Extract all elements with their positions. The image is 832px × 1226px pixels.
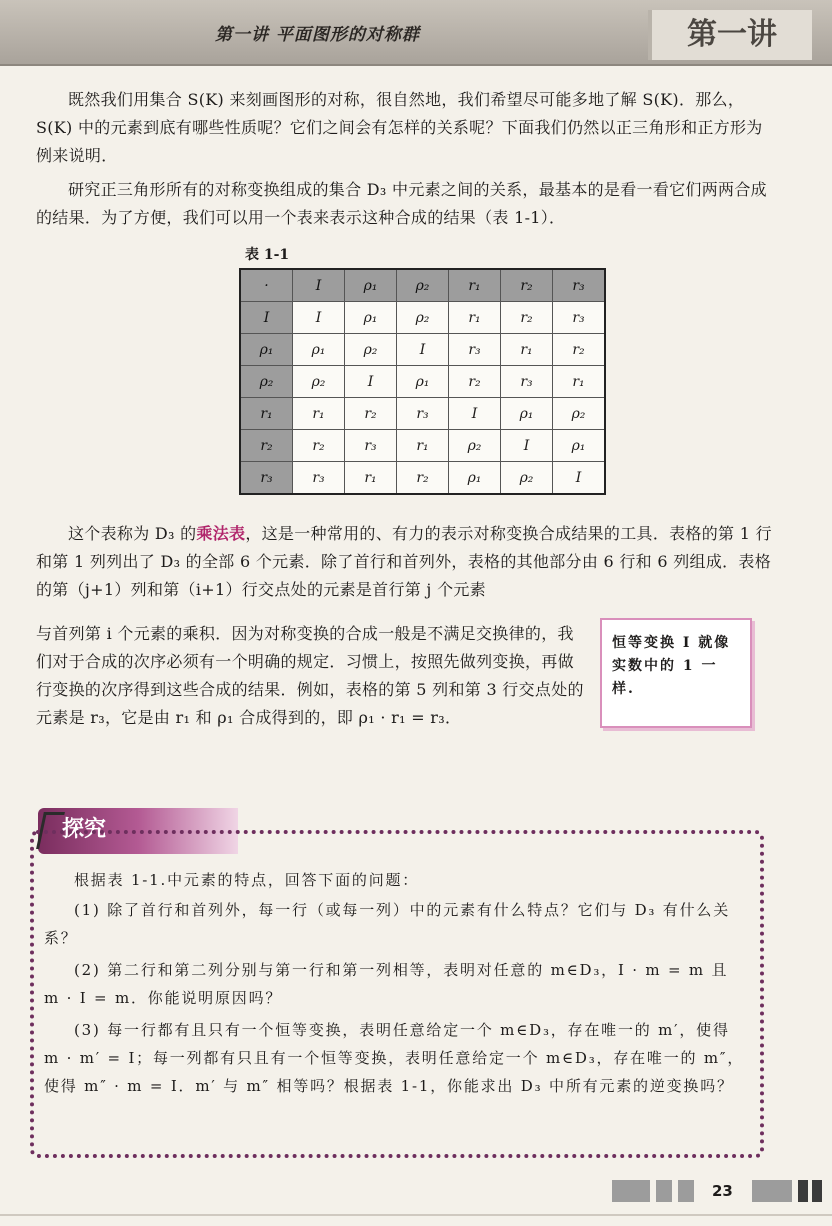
page-number: 23: [712, 1182, 733, 1200]
term-multiplication-table: 乘法表: [196, 524, 246, 543]
table-header-cell: ρ₂: [397, 269, 449, 302]
table-cell: r₂: [553, 334, 606, 366]
table-header-cell: ρ₁: [240, 334, 293, 366]
table-row: [240, 366, 605, 398]
table-cell: ρ₂: [501, 462, 553, 495]
paragraph-3-cont: 与首列第 i 个元素的乘积．因为对称变换的合成一般是不满足交换律的，我们对于合成的次序必须有一个明确的规定．习惯上，按照先做列变换，再做行变换的次序得到这些合成的结果．例如，表格的第 5 列和第 3 行交点处的元素是 r₃，它是由 r₁ 和 ρ₁ 合成得到的，即 ρ₁ · r₁ = r₃．: [36, 624, 584, 727]
table-cell: r₂: [293, 430, 345, 462]
table-header-cell: r₂: [501, 269, 553, 302]
side-note: 恒等变换 I 就像实数中的 1 一样.: [600, 618, 752, 728]
table-row: [240, 302, 605, 334]
explore-question-3: (3) 每一行都有且只有一个恒等变换，表明任意给定一个 m∈D₃，存在唯一的 m′，使得 m · m′ = I；每一列都有只且有一个恒等变换，表明任意给定一个 m∈D₃，存在唯一的 m″，使得 m″ · m = I．m′ 与 m″ 相等吗？根据表 1-1，你能求出 D₃ 中所有元素的逆变换吗？: [44, 1021, 745, 1095]
table-cell: r₂: [345, 398, 397, 430]
table-cell: ρ₂: [449, 430, 501, 462]
explore-question-1: (1) 除了首行和首列外，每一行（或每一列）中的元素有什么特点？它们与 D₃ 有什么关系？: [44, 901, 730, 947]
table-cell: r₁: [397, 430, 449, 462]
footer-bar: [656, 1180, 672, 1202]
table-header-cell: ·: [240, 269, 293, 302]
chapter-tab: 第一讲: [648, 10, 812, 60]
table-header-cell: ρ₁: [345, 269, 397, 302]
table-header-cell: r₂: [240, 430, 293, 462]
table-cell: r₃: [449, 334, 501, 366]
table-cell: I: [553, 462, 606, 495]
table-cell: r₃: [293, 462, 345, 495]
table-cell: ρ₂: [345, 334, 397, 366]
table-cell: I: [345, 366, 397, 398]
table-cell: r₂: [397, 462, 449, 495]
table-header-cell: I: [240, 302, 293, 334]
table-cell: ρ₁: [553, 430, 606, 462]
table-header-cell: ρ₂: [240, 366, 293, 398]
table-row: [240, 334, 605, 366]
footer-bar: [752, 1180, 792, 1202]
table-cell: ρ₂: [293, 366, 345, 398]
table-cell: r₁: [501, 334, 553, 366]
bottom-rule: [0, 1214, 832, 1216]
table-cell: I: [501, 430, 553, 462]
table-cell: r₃: [501, 366, 553, 398]
table-cell: ρ₁: [293, 334, 345, 366]
table-cell: ρ₁: [345, 302, 397, 334]
table-row: [240, 430, 605, 462]
table-cell: ρ₁: [397, 366, 449, 398]
table-caption: 表 1-1: [245, 247, 290, 263]
footer-bar: [798, 1180, 808, 1202]
table-cell: ρ₂: [397, 302, 449, 334]
table-cell: r₂: [501, 302, 553, 334]
table-header-cell: I: [293, 269, 345, 302]
page-header: [0, 0, 832, 66]
table-cell: I: [397, 334, 449, 366]
table-cell: ρ₂: [553, 398, 606, 430]
table-row: [240, 462, 605, 495]
explore-title: 探究: [62, 817, 107, 842]
paragraph-1: 既然我们用集合 S(K) 来刻画图形的对称，很自然地，我们希望尽可能多地了解 S(K)．那么，S(K) 中的元素到底有哪些性质呢？它们之间会有怎样的关系呢？下面我们仍然以正三角形和正方形为例来说明．: [36, 90, 763, 165]
explore-question-2: (2) 第二行和第二列分别与第一行和第一列相等，表明对任意的 m∈D₃，I · m = m 且 m · I = m．你能说明原因吗？: [44, 961, 729, 1007]
table-header-cell: r₁: [240, 398, 293, 430]
table-cell: ρ₁: [501, 398, 553, 430]
multiplication-table: [239, 268, 606, 495]
table-cell: r₃: [345, 430, 397, 462]
table-cell: r₁: [345, 462, 397, 495]
table-header-row: [240, 269, 605, 302]
table-cell: I: [293, 302, 345, 334]
table-header-cell: r₃: [240, 462, 293, 495]
header-title: 第一讲 平面图形的对称群: [215, 25, 420, 45]
table-cell: r₂: [449, 366, 501, 398]
table-cell: r₁: [293, 398, 345, 430]
footer-bar: [612, 1180, 650, 1202]
table-cell: r₃: [397, 398, 449, 430]
paragraph-3: 这个表称为 D₃ 的乘法表，这是一种常用的、有力的表示对称变换合成结果的工具．表格的第 1 行和第 1 列列出了 D₃ 的全部 6 个元素．除了首行和首列外，表格的其他部分由 6 行和 6 列组成．表格的第（j+1）列和第（i+1）行交点处的元素是首行第 j 个元素: [36, 524, 772, 599]
footer-bar: [678, 1180, 694, 1202]
footer-bar: [812, 1180, 822, 1202]
table-cell: r₁: [449, 302, 501, 334]
table-header-cell: r₁: [449, 269, 501, 302]
table-cell: r₁: [553, 366, 606, 398]
paragraph-2: 研究正三角形所有的对称变换组成的集合 D₃ 中元素之间的关系，最基本的是看一看它们两两合成的结果．为了方便，我们可以用一个表来表示这种合成的结果（表 1-1）．: [36, 180, 767, 227]
explore-intro: 根据表 1-1.中元素的特点，回答下面的问题：: [74, 871, 420, 889]
table-cell: ρ₁: [449, 462, 501, 495]
table-header-cell: r₃: [553, 269, 606, 302]
table-cell: r₃: [553, 302, 606, 334]
table-cell: I: [449, 398, 501, 430]
table-row: [240, 398, 605, 430]
